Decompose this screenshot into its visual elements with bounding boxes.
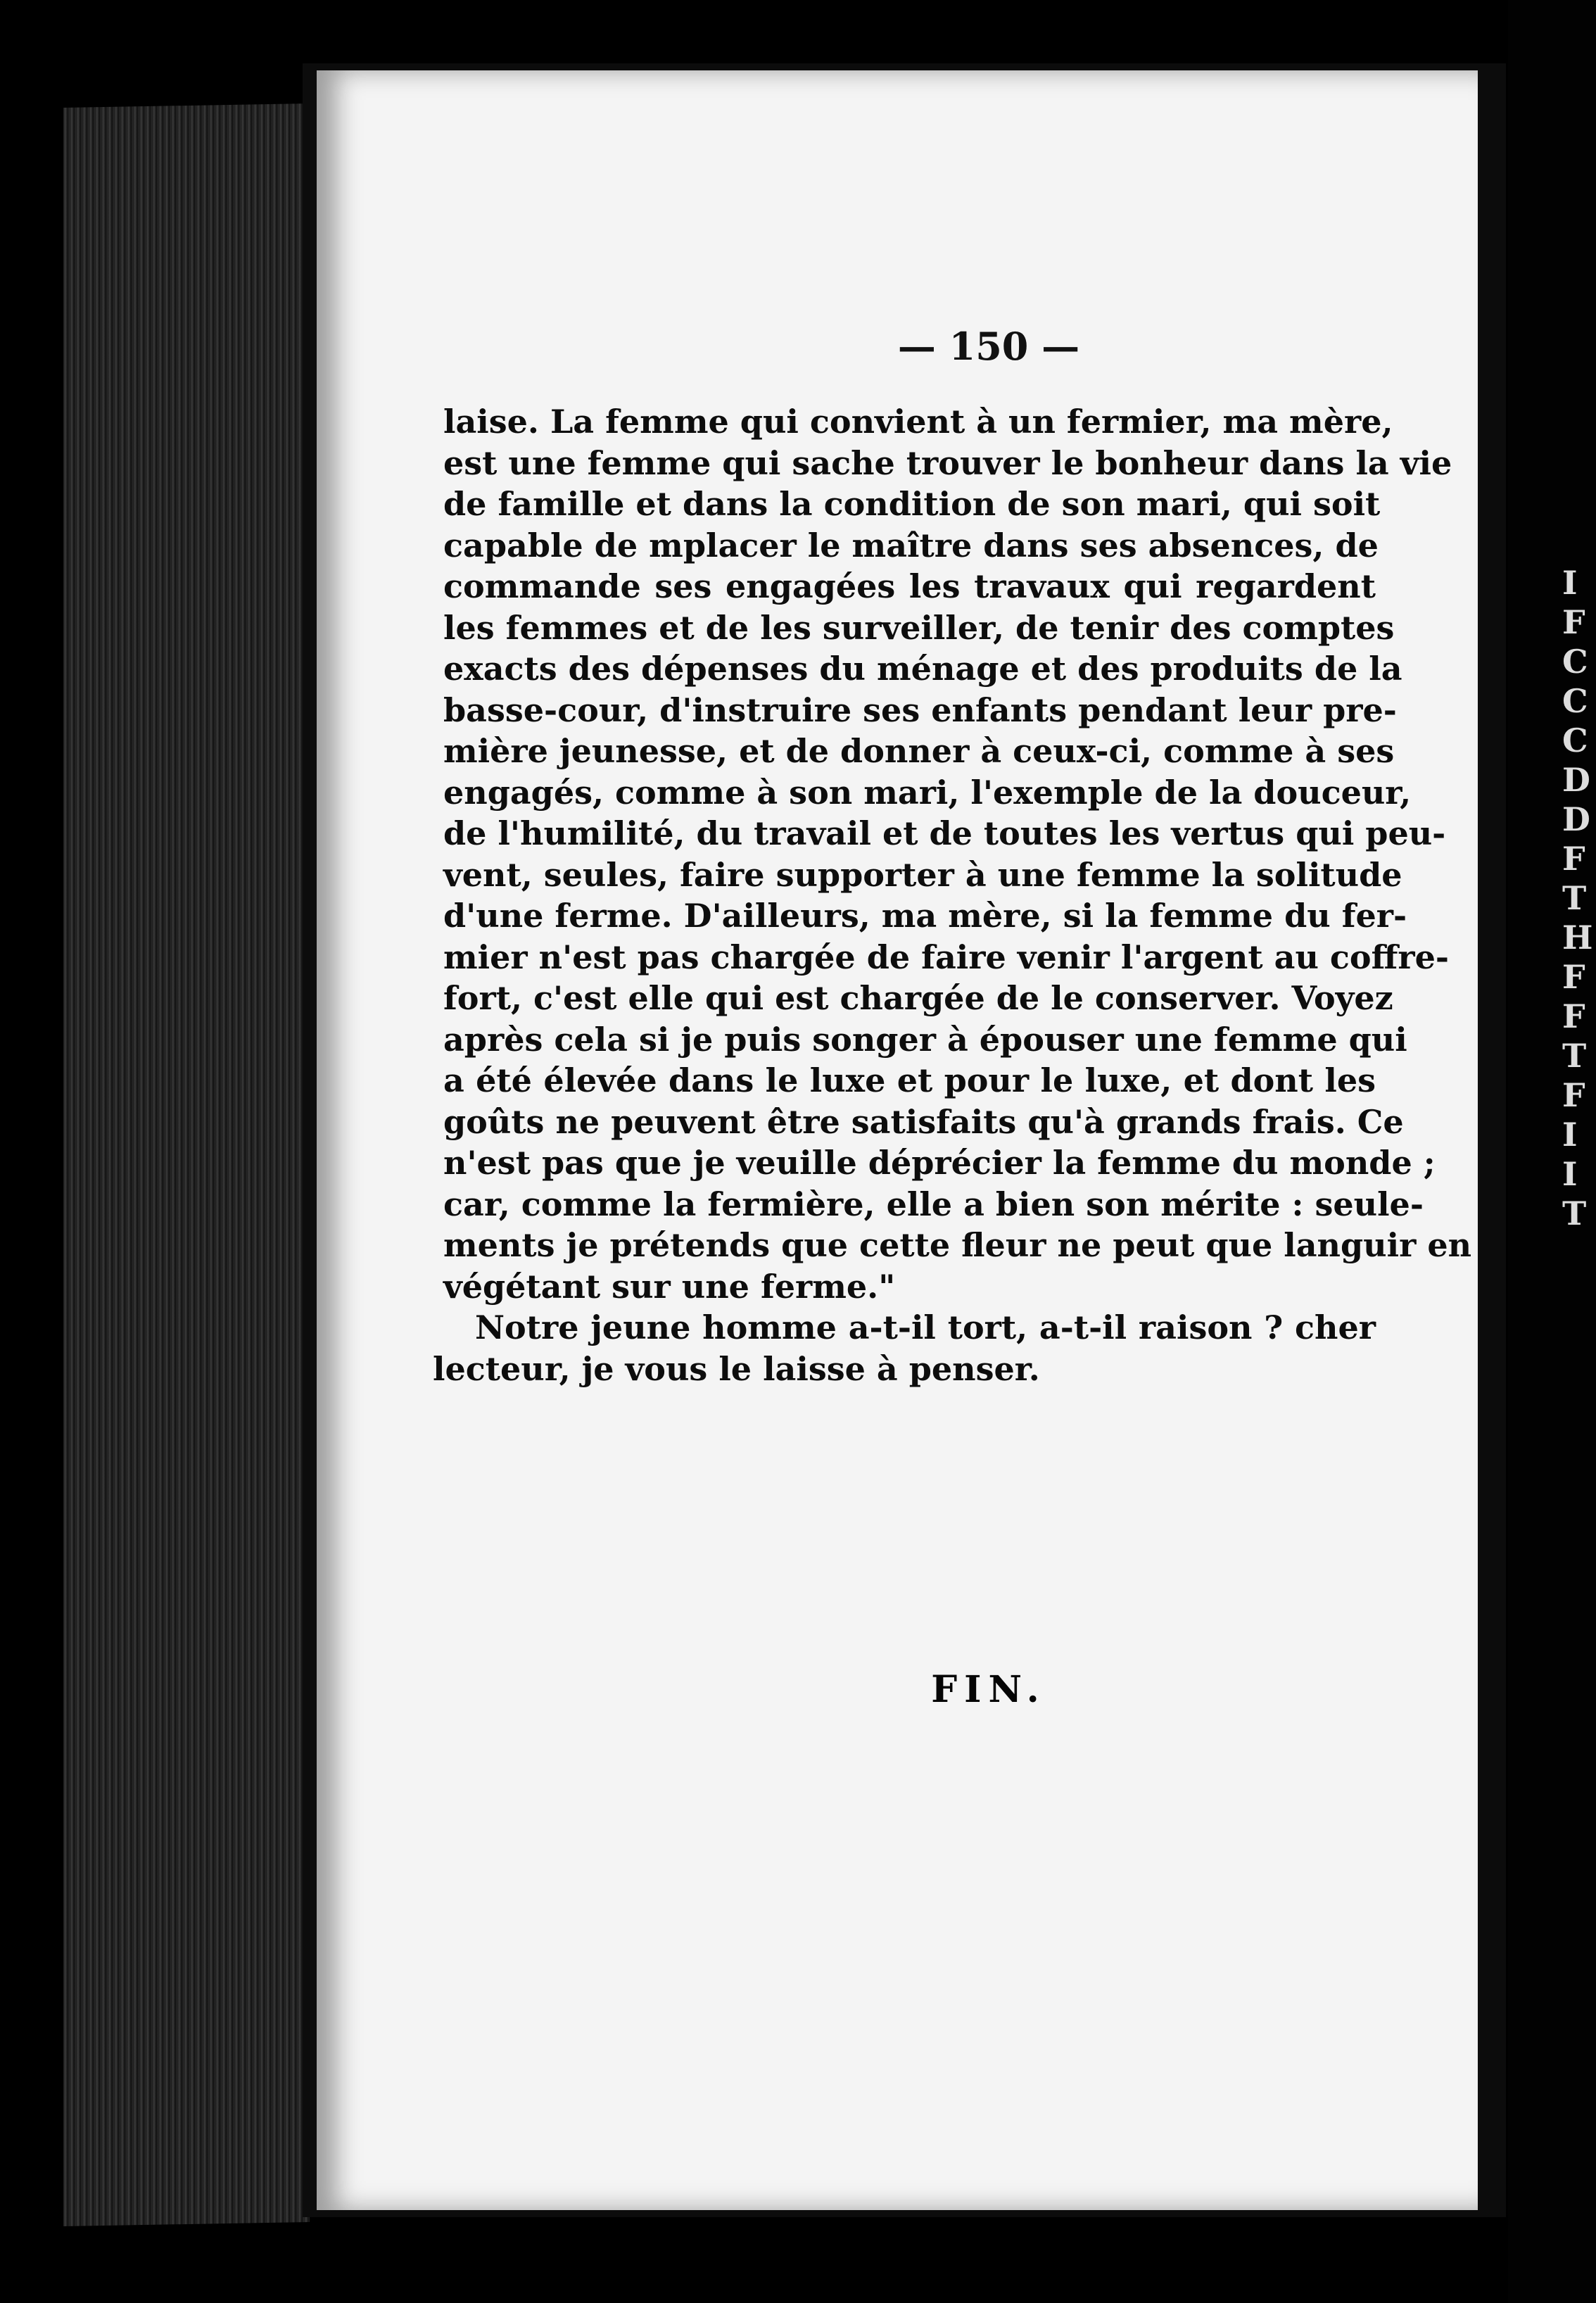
- text-line: mière jeunesse, et de donner à ceux-ci, comme à ses: [443, 732, 1395, 770]
- adjacent-letter: I: [1562, 1116, 1578, 1154]
- adjacent-letter: I: [1562, 1155, 1578, 1193]
- adjacent-letter: T: [1562, 879, 1587, 917]
- text-line: exacts des dépenses du ménage et des produits de la: [443, 650, 1402, 688]
- text-line: commande ses engagées les travaux qui regardent: [443, 567, 1376, 605]
- book-page-edges: [63, 103, 310, 2226]
- text-line: a été élevée dans le luxe et pour le luxe, et dont les: [443, 1061, 1376, 1099]
- adjacent-letter: T: [1562, 1194, 1587, 1232]
- closing-text-line: lecteur, je vous le laisse à penser.: [433, 1349, 1040, 1388]
- page-number: — 150 —: [897, 324, 1080, 369]
- adjacent-letter: D: [1562, 761, 1590, 799]
- adjacent-letter: F: [1562, 603, 1585, 641]
- text-line: les femmes et de les surveiller, de tenir des comptes: [443, 608, 1395, 647]
- adjacent-letter: F: [1562, 958, 1585, 996]
- adjacent-letter: C: [1562, 643, 1588, 681]
- text-line: basse-cour, d'instruire ses enfants pendant leur pre-: [443, 690, 1397, 729]
- text-line: végétant sur une ferme.": [443, 1267, 896, 1306]
- end-mark: FIN.: [931, 1668, 1046, 1711]
- text-line: de l'humilité, du travail et de toutes les vertus qui peu-: [443, 814, 1446, 852]
- adjacent-letter: I: [1562, 564, 1578, 602]
- text-line: goûts ne peuvent être satisfaits qu'à grands frais. Ce: [443, 1102, 1404, 1141]
- adjacent-letter: F: [1562, 1076, 1585, 1114]
- adjacent-letter: H: [1562, 919, 1593, 957]
- adjacent-letter: T: [1562, 1037, 1587, 1075]
- adjacent-letter: D: [1562, 800, 1590, 838]
- text-line: fort, c'est elle qui est chargée de le conserver. Voyez: [443, 979, 1393, 1017]
- text-line: engagés, comme à son mari, l'exemple de la douceur,: [443, 773, 1412, 812]
- adjacent-letter: F: [1562, 840, 1585, 878]
- text-line: après cela si je puis songer à épouser une femme qui: [443, 1020, 1407, 1059]
- main-text-block: [433, 401, 1472, 1389]
- adjacent-page-strip: [1508, 0, 1596, 2303]
- book-page: [317, 70, 1478, 2210]
- text-line: n'est pas que je veuille déprécier la femme du monde ;: [443, 1144, 1436, 1182]
- text-line: car, comme la fermière, elle a bien son mérite : seule-: [443, 1185, 1424, 1223]
- adjacent-letter: F: [1562, 997, 1585, 1035]
- text-line: est une femme qui sache trouver le bonheur dans la vie: [443, 443, 1452, 482]
- closing-text-line: Notre jeune homme a-t-il tort, a-t-il raison ? cher: [475, 1308, 1376, 1346]
- text-line: de famille et dans la condition de son mari, qui soit: [443, 485, 1381, 523]
- text-line: mier n'est pas chargée de faire venir l'argent au coffre-: [443, 938, 1449, 976]
- text-line: ments je prétends que cette fleur ne peut que languir en: [443, 1226, 1472, 1264]
- adjacent-page-letters: [1562, 563, 1593, 1233]
- text-line: vent, seules, faire supporter à une femme la solitude: [443, 855, 1402, 894]
- adjacent-letter: C: [1562, 682, 1588, 720]
- text-line: laise. La femme qui convient à un fermier, ma mère,: [443, 403, 1393, 441]
- text-line: d'une ferme. D'ailleurs, ma mère, si la femme du fer-: [443, 897, 1407, 935]
- adjacent-letter: C: [1562, 721, 1588, 759]
- text-line: capable de mplacer le maître dans ses absences, de: [443, 526, 1379, 564]
